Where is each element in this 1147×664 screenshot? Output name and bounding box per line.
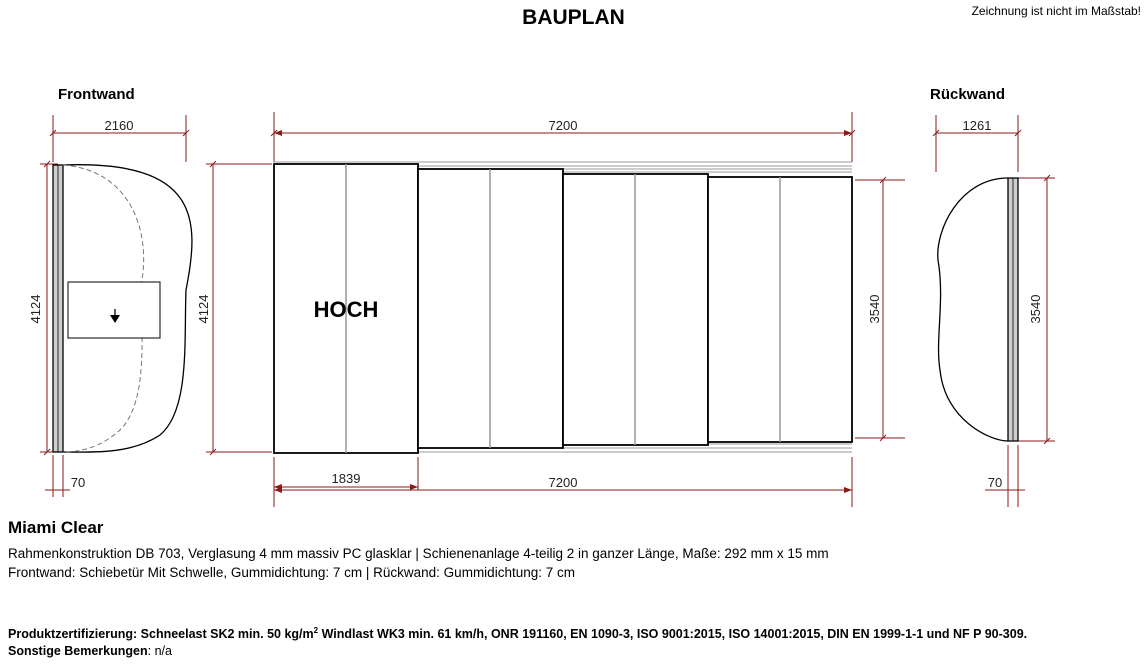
dim-front-width: 2160 bbox=[104, 118, 134, 133]
dim-top-length: 7200 bbox=[548, 118, 578, 133]
roof-label: HOCH bbox=[313, 297, 379, 322]
dim-bottom-length: 7200 bbox=[548, 475, 578, 490]
dim-right-height: 3540 bbox=[867, 294, 882, 324]
dim-front-wall: 70 bbox=[70, 475, 86, 490]
front-view-label: Frontwand bbox=[58, 86, 135, 103]
cert-label: Produktzertifizierung: bbox=[8, 627, 138, 642]
dim-rear-wall: 70 bbox=[987, 475, 1003, 490]
cert-rest: Windlast WK3 min. 61 km/h, ONR 191160, EN 1090-3, ISO 9001:2015, ISO 14001:2015, DIN EN 1999-1-1 und NF P 90-309. bbox=[318, 627, 1028, 642]
rear-wall-view bbox=[938, 178, 1018, 441]
product-name: Miami Clear bbox=[8, 518, 104, 537]
notes bbox=[8, 644, 172, 658]
page-title: BAUPLAN bbox=[522, 6, 625, 29]
dim-front-height: 4124 bbox=[28, 294, 43, 324]
rear-view-label: Rückwand bbox=[930, 86, 1006, 103]
product-description-2: Frontwand: Schiebetür Mit Schwelle, Gummidichtung: 7 cm | Rückwand: Gummidichtung: 7 cm bbox=[8, 565, 575, 580]
cert-sup: 2 bbox=[313, 626, 319, 635]
notes-value: : n/a bbox=[147, 644, 172, 658]
dim-segment: 1839 bbox=[331, 471, 361, 486]
front-wall-view bbox=[53, 165, 192, 452]
dim-rear-height: 3540 bbox=[1028, 294, 1043, 324]
dim-rear-width: 1261 bbox=[962, 118, 992, 133]
certification bbox=[8, 626, 1027, 641]
dim-left-height: 4124 bbox=[196, 294, 211, 324]
cert-snow: Schneelast SK2 min. 50 kg/m bbox=[140, 627, 314, 642]
scale-note: Zeichnung ist nicht im Maßstab! bbox=[971, 4, 1141, 18]
product-description-1: Rahmenkonstruktion DB 703, Verglasung 4 mm massiv PC glasklar | Schienenanlage 4-teilig 2 in ganzer Länge, Maße: 292 mm x 15 mm bbox=[8, 546, 829, 561]
notes-label: Sonstige Bemerkungen bbox=[8, 644, 148, 658]
